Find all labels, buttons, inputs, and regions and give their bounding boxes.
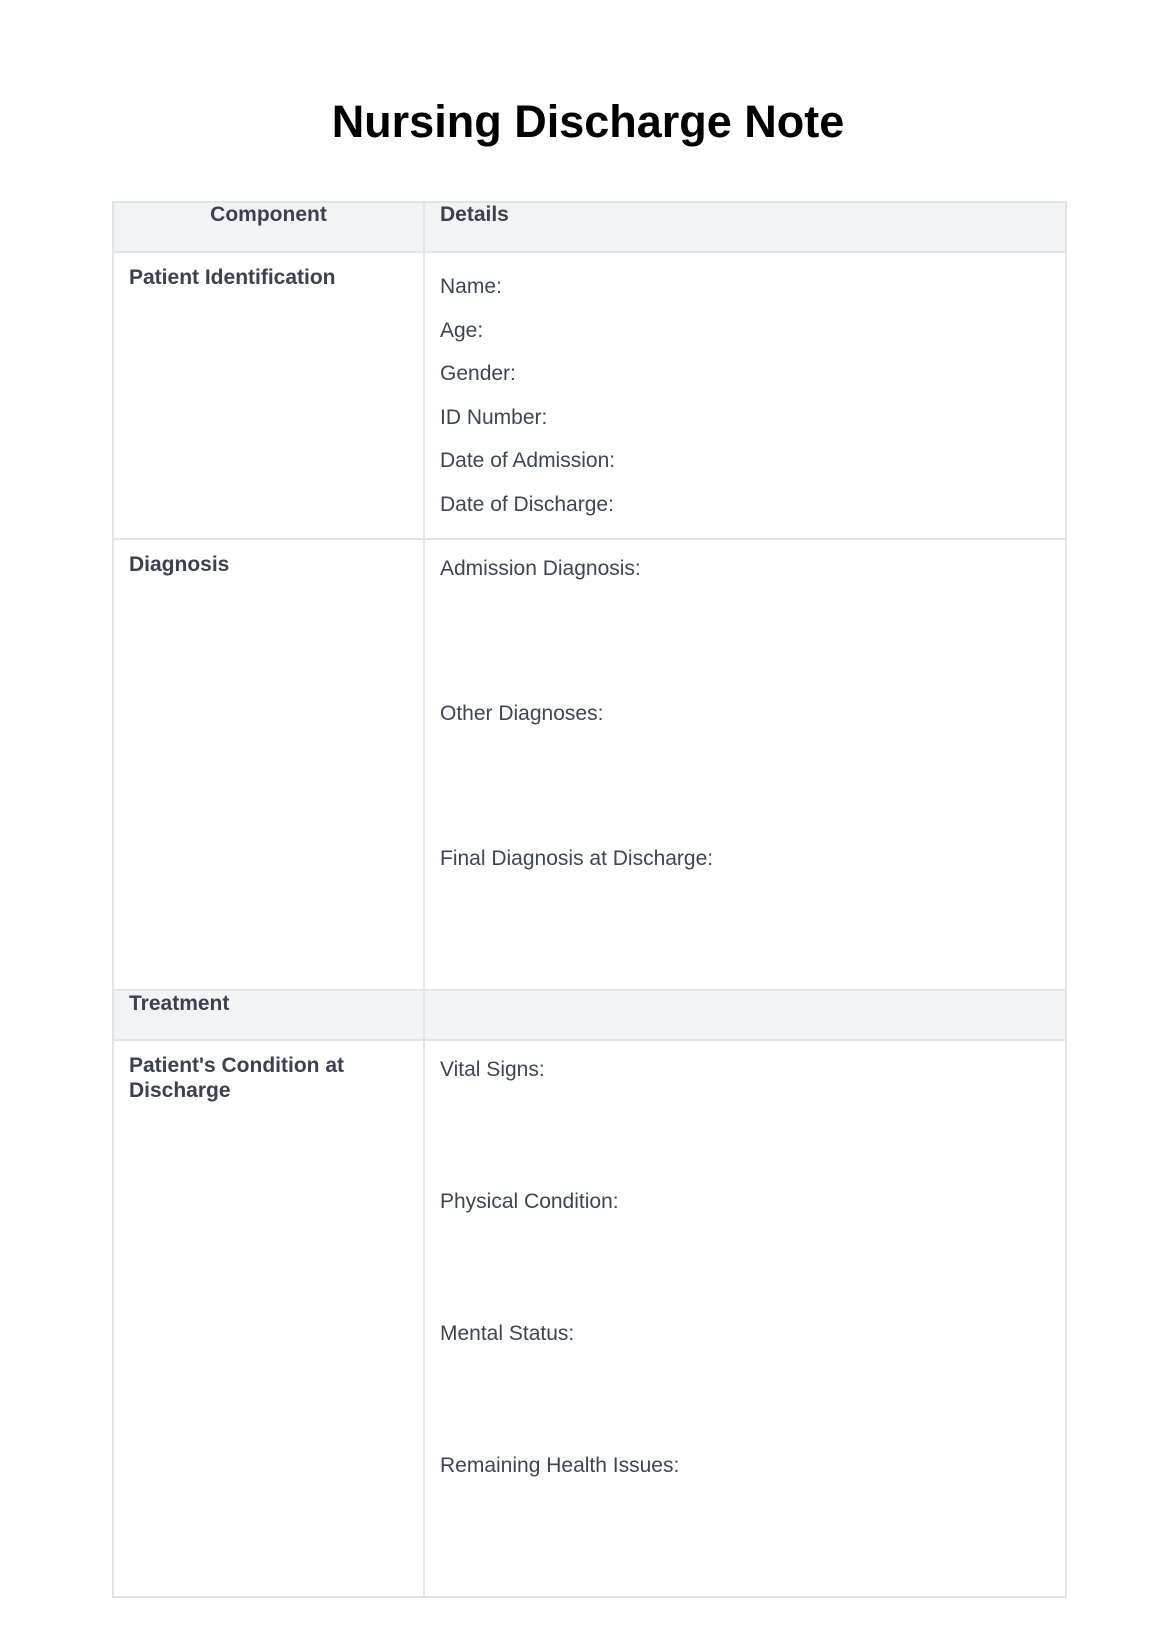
column-header-component: Component [113,202,424,252]
detail-label: Vital Signs: [440,1058,545,1081]
detail-label: Final Diagnosis at Discharge: [440,847,714,870]
detail-label: Date of Admission: [440,449,616,473]
component-label: Diagnosis [113,539,424,990]
discharge-note-table [112,201,1067,1598]
table-header-row [113,202,1066,252]
detail-label: Mental Status: [440,1322,575,1345]
detail-label: Remaining Health Issues: [440,1454,680,1477]
detail-label: Gender: [440,362,516,386]
table-row [113,990,1066,1040]
table-row [113,539,1066,990]
component-label: Patient Identification [113,252,424,539]
detail-label: Age: [440,318,484,342]
detail-label: ID Number: [440,405,548,429]
detail-label: Date of Discharge: [440,492,614,516]
component-label: Patient's Condition at Discharge [113,1040,424,1597]
details-cell[interactable] [424,252,1066,539]
detail-label: Name: [440,275,502,298]
details-cell[interactable] [424,1040,1066,1597]
column-header-details: Details [424,202,1066,252]
table-row [113,1040,1066,1597]
details-cell[interactable] [424,990,1066,1040]
table-row [113,252,1066,539]
page-title: Nursing Discharge Note [331,96,845,147]
detail-label: Physical Condition: [440,1190,619,1213]
detail-label: Other Diagnoses: [440,702,604,725]
detail-label: Admission Diagnosis: [440,557,641,580]
component-label: Treatment [113,990,424,1040]
details-cell[interactable] [424,539,1066,990]
